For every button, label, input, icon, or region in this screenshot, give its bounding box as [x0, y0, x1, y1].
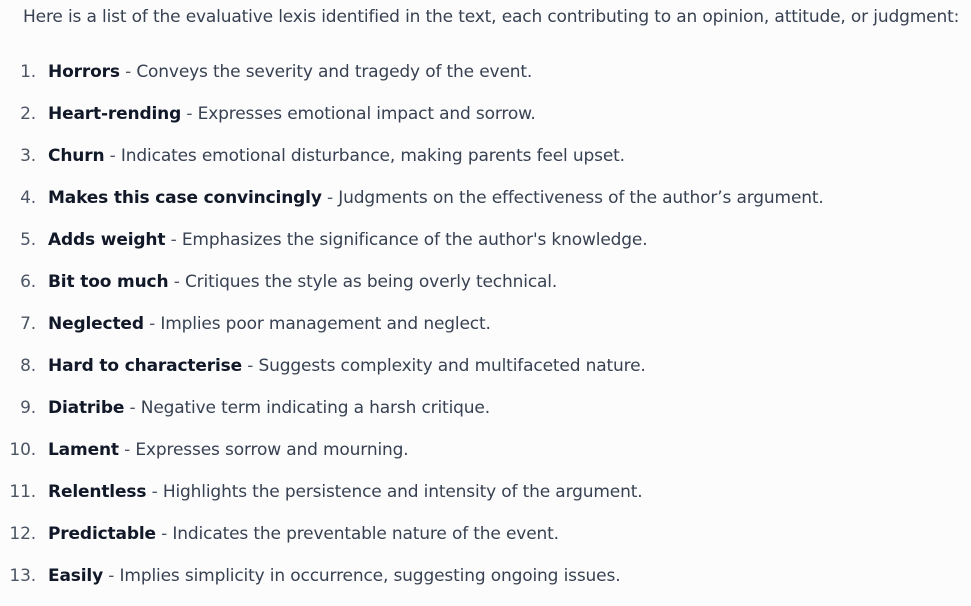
lexis-term: Adds weight [48, 230, 166, 250]
list-number: 8. [20, 356, 36, 376]
lexis-description: Negative term indicating a harsh critique. [140, 398, 490, 418]
lexis-description: Implies simplicity in occurrence, suggesting ongoing issues. [119, 566, 621, 586]
list-item [0, 480, 824, 522]
list-number: 1. [20, 62, 36, 82]
separator: - [103, 566, 120, 586]
separator: - [119, 62, 137, 82]
lexis-description: Emphasizes the significance of the author's knowledge. [181, 230, 648, 250]
lexis-description: Conveys the severity and tragedy of the event. [136, 62, 533, 82]
lexis-description: Implies poor management and neglect. [160, 314, 491, 334]
list-number: 13. [9, 566, 36, 586]
separator: - [146, 482, 163, 502]
list-number: 11. [9, 482, 36, 502]
lexis-description: Highlights the persistence and intensity of the argument. [162, 482, 643, 502]
list-item [0, 102, 824, 144]
lexis-term: Churn [48, 146, 105, 166]
list-number: 10. [9, 440, 36, 460]
separator: - [321, 188, 339, 208]
lexis-description: Critiques the style as being overly technical. [184, 272, 558, 292]
lexis-term: Relentless [48, 482, 147, 502]
separator: - [165, 230, 182, 250]
list-item [0, 564, 824, 606]
separator: - [104, 146, 121, 166]
lexis-term: Diatribe [48, 398, 125, 418]
separator: - [124, 398, 141, 418]
list-number: 4. [20, 188, 36, 208]
list-item [0, 186, 824, 228]
list-item [0, 354, 824, 396]
lexis-term: Neglected [48, 314, 144, 334]
lexis-term: Heart-rending [48, 104, 182, 124]
separator: - [118, 440, 136, 460]
lexis-term: Makes this case convincingly [48, 188, 322, 208]
separator: - [143, 314, 161, 334]
lexis-description: Suggests complexity and multifaceted nature. [258, 356, 646, 376]
list-item [0, 144, 824, 186]
list-number: 12. [9, 524, 36, 544]
lexis-description: Expresses emotional impact and sorrow. [197, 104, 536, 124]
list-number: 3. [20, 146, 36, 166]
lexis-description: Indicates emotional disturbance, making parents feel upset. [120, 146, 625, 166]
evaluative-lexis-list [0, 60, 824, 606]
lexis-term: Predictable [48, 524, 156, 544]
separator: - [168, 272, 185, 292]
list-number: 6. [20, 272, 36, 292]
lexis-description: Indicates the preventable nature of the event. [172, 524, 559, 544]
lexis-term: Bit too much [48, 272, 169, 292]
separator: - [155, 524, 173, 544]
separator: - [242, 356, 259, 376]
lexis-term: Hard to characterise [48, 356, 242, 376]
lexis-term: Lament [48, 440, 119, 460]
lexis-term: Easily [48, 566, 104, 586]
list-number: 2. [20, 104, 36, 124]
list-item [0, 270, 824, 312]
lexis-description: Expresses sorrow and mourning. [135, 440, 409, 460]
list-item [0, 522, 824, 564]
list-number: 7. [20, 314, 36, 334]
intro-paragraph: Here is a list of the evaluative lexis identified in the text, each contributing to an opinion, attitude, or judgment: [23, 7, 960, 27]
list-item [0, 60, 824, 102]
separator: - [181, 104, 198, 124]
list-item [0, 438, 824, 480]
lexis-term: Horrors [48, 62, 120, 82]
list-item [0, 312, 824, 354]
lexis-description: Judgments on the effectiveness of the author’s argument. [338, 188, 824, 208]
list-number: 9. [20, 398, 36, 418]
list-number: 5. [20, 230, 36, 250]
list-item [0, 396, 824, 438]
list-item [0, 228, 824, 270]
